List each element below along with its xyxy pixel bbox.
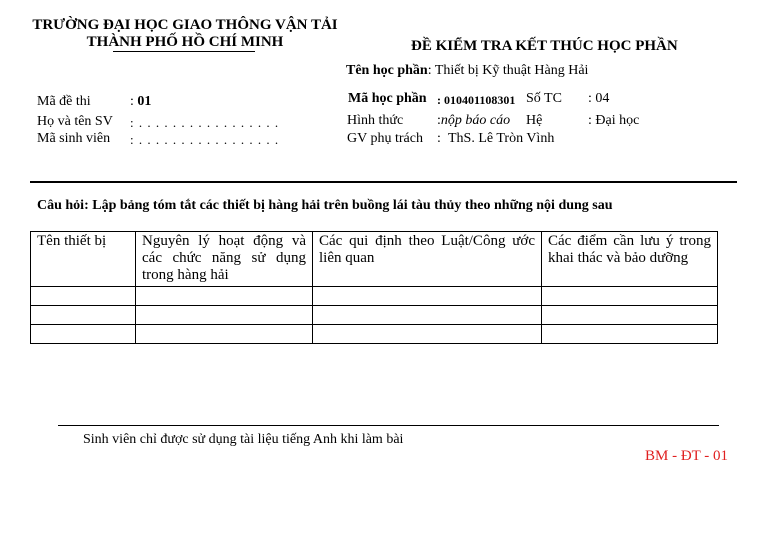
university-line2: THÀNH PHỐ HỒ CHÍ MINH [86, 34, 284, 50]
table-cell[interactable] [542, 325, 718, 344]
course-code-value: : 010401108301 [437, 93, 516, 107]
form-value-text: nộp báo cáo [440, 113, 511, 128]
course-code-label: Mã học phần [348, 91, 427, 106]
footer-note: Sinh viên chỉ được sử dụng tài liệu tiếng Anh khi làm bài [83, 432, 404, 447]
student-id-field[interactable]: : . . . . . . . . . . . . . . . . . [130, 132, 280, 147]
table-cell[interactable] [31, 325, 136, 344]
exam-code-label: Mã đề thi [37, 94, 91, 109]
course-name-label: Tên học phần [346, 63, 428, 78]
credits-label: Số TC [526, 91, 562, 106]
header-divider [30, 181, 737, 183]
question: Câu hỏi: Lập bảng tóm tắt các thiết bị hàng hải trên buồng lái tàu thủy theo những nội dung sau [37, 198, 613, 213]
instructor-label: GV phụ trách [347, 131, 423, 146]
footer-divider [58, 425, 719, 426]
form-sep: : [437, 113, 441, 128]
university-line1: TRƯỜNG ĐẠI HỌC GIAO THÔNG VẬN TẢI [32, 17, 338, 33]
header-regulations: Các qui định theo Luật/Công ước liên quan [313, 232, 542, 287]
table-cell[interactable] [31, 287, 136, 306]
table-cell[interactable] [136, 306, 313, 325]
student-id-label: Mã sinh viên [37, 131, 111, 146]
student-name-label: Họ và tên SV [37, 114, 113, 129]
credits-value: : 04 [588, 91, 610, 106]
exam-code-value: 01 [137, 94, 152, 109]
exam-title: ĐỀ KIỂM TRA KẾT THÚC HỌC PHẦN [411, 38, 678, 54]
student-name-field[interactable]: : . . . . . . . . . . . . . . . . . [130, 115, 280, 130]
course-name [346, 63, 588, 79]
table-cell[interactable] [136, 325, 313, 344]
summary-table [30, 231, 718, 344]
table-cell[interactable] [313, 306, 542, 325]
instructor-value: ThS. Lê Tròn Vình [448, 131, 555, 146]
table-row [31, 306, 718, 325]
table-cell[interactable] [313, 287, 542, 306]
university-underline [113, 51, 255, 52]
course-name-value: : Thiết bị Kỹ thuật Hàng Hải [427, 63, 589, 78]
header-notes: Các điểm cần lưu ý trong khai thác và bảo dưỡng [542, 232, 718, 287]
university-name [20, 17, 350, 51]
table-cell[interactable] [542, 287, 718, 306]
form-label: Hình thức [347, 113, 404, 128]
table-cell[interactable] [542, 306, 718, 325]
table-cell[interactable] [31, 306, 136, 325]
table-row [31, 287, 718, 306]
exam-code [130, 94, 151, 110]
header-principle: Nguyên lý hoạt động và các chức năng sử dụng trong hàng hải [136, 232, 313, 287]
table-cell[interactable] [313, 325, 542, 344]
level-value: : Đại học [588, 113, 640, 128]
exam-code-sep: : [130, 94, 134, 109]
form-value [437, 113, 510, 129]
form-code: BM - ĐT - 01 [645, 448, 729, 464]
table-cell[interactable] [136, 287, 313, 306]
instructor-sep: : [437, 131, 441, 146]
header-device-name: Tên thiết bị [31, 232, 136, 287]
level-label: Hệ [526, 113, 543, 128]
table-header-row [31, 232, 718, 287]
table-row [31, 325, 718, 344]
